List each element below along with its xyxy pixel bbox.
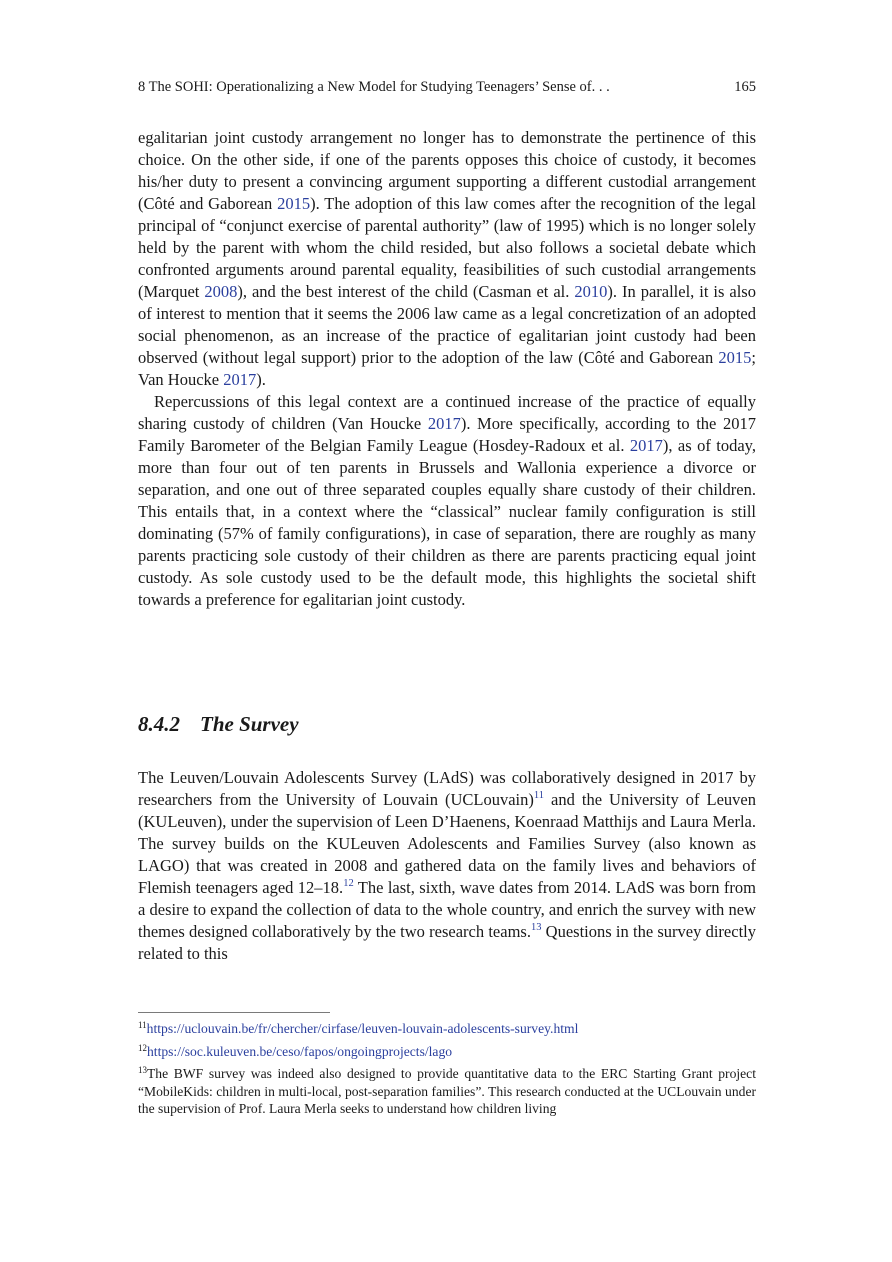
footnote-number: 12 — [138, 1042, 147, 1053]
footnote-marker[interactable]: 11 — [533, 790, 544, 801]
citation-link[interactable]: 2015 — [277, 194, 311, 213]
footnote-url-link[interactable]: https://soc.kuleuven.be/ceso/fapos/ongoingprojects/lago — [147, 1043, 453, 1059]
footnote — [138, 1065, 756, 1118]
paragraph-survey: The Leuven/Louvain Adolescents Survey (LAdS) was collaboratively designed in 2017 by researchers from the University of Louvain (UCLouvain)$^{11}$ and the University of Leuven (KULeuven), under the supervision of Leen D’Haenens, Koenraad Matthijs and Laura Merla. The survey builds on the KULeuven Adolescents and Families Survey (also known as LAGO) that was created in 2008 and gathered data on the family lives and behaviors of Flemish teenagers aged 12–18.12 The last, sixth, wave dates from 2014. LAdS was born from a desire to expand the collection of data to the whole country, and enrich the survey with new themes designed collaboratively by the two research teams.$^{13}$ Questions in the survey directly related to this — [138, 768, 756, 963]
citation-link[interactable]: 2008 — [204, 282, 238, 301]
footnote — [138, 1020, 756, 1038]
section-title: The Survey — [200, 712, 299, 736]
footnote-url-link[interactable]: https://uclouvain.be/fr/chercher/cirfase/leuven-louvain-adolescents-survey.html — [146, 1021, 579, 1036]
footnote-number: 11 — [138, 1020, 147, 1030]
paragraph-repercussions: Repercussions of this legal context are a continued increase of the practice of equally sharing custody of children (Van Houcke 2017). More specifically, according to the 2017 Family Barometer of the Belgian Family League (Hosdey-Radoux et al. 2017), as of today, more than four out of ten parents in Brussels and Wallonia experience a divorce or separation, and one out of three separated couples equally share custody of their children. This entails that, in a context where the “classical” nuclear family configuration is still dominating (57% of family configurations), in case of separation, there are roughly as many parents practicing sole custody of their children as there are parents practicing equal joint custody. As sole custody used to be the default mode, this highlights the societal shift towards a preference for egalitarian joint custody. — [138, 392, 756, 609]
footnote-text: The BWF survey was indeed also designed to provide quantitative data to the ERC Starting Grant project “MobileKids: children in multi-local, post-separation families”. This research conducted at the UCLouvain under the supervision of Prof. Laura Merla seeks to understand how children living — [138, 1066, 756, 1116]
page-number: 165 — [734, 79, 756, 95]
footnote-divider — [138, 1012, 330, 1013]
footnote-marker[interactable]: 13 — [530, 922, 542, 933]
section-number: 8.4.2 — [138, 712, 180, 736]
footnotes — [138, 1020, 756, 1123]
citation-link[interactable]: 2010 — [574, 282, 608, 301]
paragraph-legal-context: egalitarian joint custody arrangement no longer has to demonstrate the pertinence of this choice. On the other side, if one of the parents opposes this choice of custody, it becomes his/her duty to present a convincing argument supporting a different custodial arrangement (Côté and Gaborean 2015). The adoption of this law comes after the recognition of the legal principal of “conjunct exercise of parental authority” (law of 1995) which is no longer solely held by the parent with whom the child resided, but also follows a societal debate which confronted arguments around parental equality, feasibilities of such custodial arrangements (Marquet 2008), and the best interest of the child (Casman et al. 2010). In parallel, it is also of interest to mention that it seems the 2006 law came as a legal concretization of an adopted social phenomenon, as an increase of the practice of egalitarian joint custody had been observed (without legal support) prior to the adoption of the law (Côté and Gaborean 2015; Van Houcke 2017). — [138, 128, 756, 389]
footnote — [138, 1043, 756, 1061]
body-text-lower — [138, 767, 756, 965]
citation-link[interactable]: 2017 — [223, 370, 257, 389]
footnote-marker[interactable]: 12 — [343, 878, 354, 889]
citation-link[interactable]: 2015 — [718, 348, 752, 367]
section-heading — [138, 712, 299, 737]
running-head-title: 8 The SOHI: Operationalizing a New Model for Studying Teenagers’ Sense of. . . — [138, 79, 610, 95]
citation-link[interactable]: 2017 — [629, 436, 663, 455]
body-text-upper — [138, 127, 756, 611]
citation-link[interactable]: 2017 — [427, 414, 461, 433]
footnote-number: 13 — [138, 1065, 147, 1075]
